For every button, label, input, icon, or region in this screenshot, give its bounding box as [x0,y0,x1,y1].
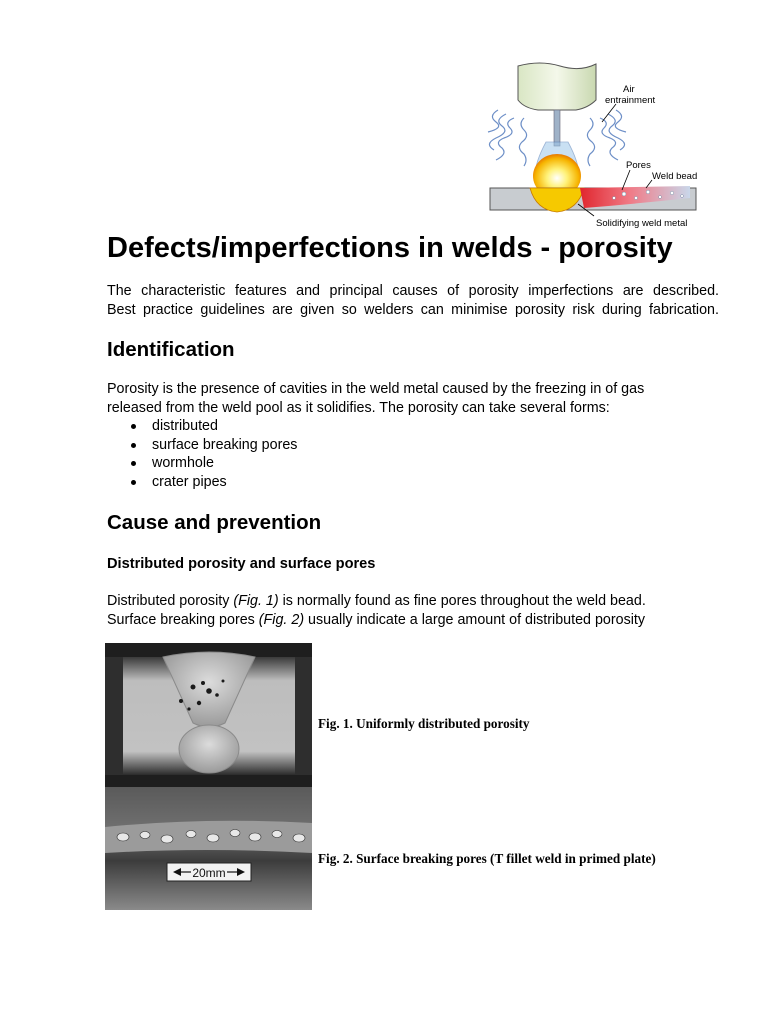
identification-line-1: Porosity is the presence of cavities in the weld metal caused by the freezing in of gas [107,381,645,397]
list-item: distributed [107,417,297,436]
intro-line-1: The characteristic features and principal causes of porosity imperfections are described. [107,283,719,299]
distributed-line-1 [107,592,719,611]
fig2-fillet-weld-image [105,787,312,910]
distributed-porosity-paragraph [107,592,719,630]
list-item: wormhole [107,454,297,473]
fig1-reference: (Fig. 1) [233,593,279,609]
air-label-1: Air [623,84,635,95]
fig1-weld-cross-section-image [105,643,312,787]
distributed-porosity-subheading: Distributed porosity and surface pores [107,556,376,572]
text-run: is normally found as fine pores throughout the weld bead. [278,593,646,609]
identification-heading: Identification [107,338,235,361]
cause-prevention-heading: Cause and prevention [107,511,322,534]
air-label-2: entrainment [605,95,656,106]
scale-label: 20mm [192,866,226,880]
intro-line-2: Best practice guidelines are given so welders can minimise porosity risk during fabrication. [107,302,719,318]
pores-label: Pores [626,160,651,171]
porosity-forms-list [107,417,297,491]
identification-paragraph [107,380,719,418]
solidifying-label: Solidifying weld metal [596,218,688,229]
identification-line-2: released from the weld pool as it solidifies. The porosity can take several forms: [107,400,610,416]
fig2-caption: Fig. 2. Surface breaking pores (T fillet weld in primed plate) [318,851,656,866]
list-item: surface breaking pores [107,436,297,455]
fig2-reference: (Fig. 2) [258,612,305,628]
list-item: crater pipes [107,473,297,492]
distributed-line-2 [107,611,719,630]
text-run: Surface breaking pores [107,612,259,628]
intro-paragraph [107,282,719,320]
text-run: Distributed porosity [107,593,234,609]
text-run: usually indicate a large amount of distributed porosity [304,612,646,628]
page-title: Defects/imperfections in welds - porosity [107,232,673,264]
fig1-caption: Fig. 1. Uniformly distributed porosity [318,716,530,731]
welding-porosity-diagram [484,58,700,230]
weld-bead-label: Weld bead [652,171,698,182]
